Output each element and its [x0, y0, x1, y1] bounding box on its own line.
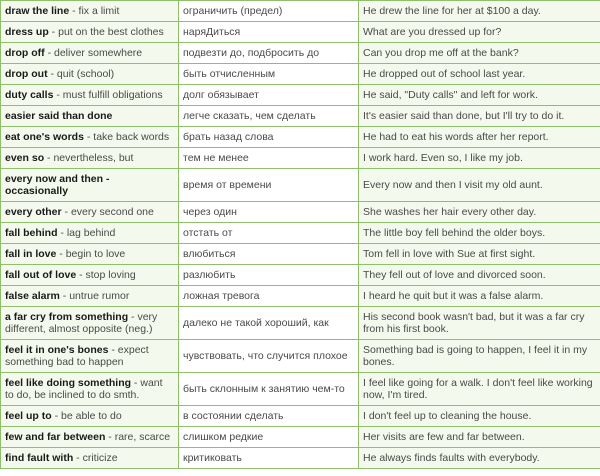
idiom-cell: [1, 202, 179, 223]
russian-cell: наряДиться: [179, 22, 359, 43]
idiom-cell: [1, 448, 179, 469]
idiom-cell: [1, 106, 179, 127]
example-cell: She washes her hair every other day.: [359, 202, 600, 223]
russian-cell: отстать от: [179, 223, 359, 244]
idiom-term: eat one's words: [5, 131, 84, 143]
table-row: [1, 340, 600, 373]
table-row: [1, 286, 600, 307]
idiom-definition: - rare, scarce: [105, 431, 171, 443]
idiom-term: every now and then: [5, 173, 104, 185]
example-cell: He said, "Duty calls" and left for work.: [359, 85, 600, 106]
table-row: [1, 202, 600, 223]
russian-cell: долг обязывает: [179, 85, 359, 106]
example-cell: He had to eat his words after her report.: [359, 127, 600, 148]
russian-cell: влюбиться: [179, 244, 359, 265]
table-row: [1, 22, 600, 43]
idiom-cell: [1, 22, 179, 43]
russian-cell: подвезти до, подбросить до: [179, 43, 359, 64]
table-row: [1, 106, 600, 127]
idiom-cell: every now and then - occasionally: [1, 169, 179, 202]
idiom-cell: [1, 340, 179, 373]
idiom-cell: [1, 127, 179, 148]
example-cell: I don't feel up to cleaning the house.: [359, 406, 600, 427]
example-cell: I work hard. Even so, I like my job.: [359, 148, 600, 169]
example-cell: What are you dressed up for?: [359, 22, 600, 43]
idiom-cell: [1, 265, 179, 286]
idiom-term: fall out of love: [5, 269, 77, 281]
idiom-cell: [1, 1, 179, 22]
example-cell: He always finds faults with everybody.: [359, 448, 600, 469]
idiom-definition: - put on the best clothes: [48, 26, 164, 38]
idiom-term: even so: [5, 152, 45, 164]
idioms-table-body: [1, 1, 600, 469]
table-row: [1, 1, 600, 22]
example-cell: I heard he quit but it was a false alarm.: [359, 286, 600, 307]
idiom-cell: [1, 223, 179, 244]
idiom-definition: - lag behind: [57, 227, 116, 239]
idiom-term: dress up: [5, 26, 49, 38]
idiom-definition: occasionally: [5, 185, 69, 197]
idiom-cell: [1, 307, 179, 340]
idiom-term: fall in love: [5, 248, 57, 260]
russian-cell: быть отчисленным: [179, 64, 359, 85]
table-row: [1, 43, 600, 64]
idiom-definition: - untrue rumor: [59, 290, 130, 302]
russian-cell: легче сказать, чем сделать: [179, 106, 359, 127]
idiom-definition: - quit (school): [47, 68, 115, 80]
idiom-term: drop out: [5, 68, 48, 80]
idiom-term: feel like doing something: [5, 377, 132, 389]
idiom-definition: - stop loving: [76, 269, 136, 281]
idiom-definition: - very different, almost opposite (neg.): [5, 311, 158, 335]
russian-cell: критиковать: [179, 448, 359, 469]
table-row: [1, 448, 600, 469]
idiom-term: easier said than done: [5, 110, 113, 122]
idiom-cell: [1, 43, 179, 64]
idiom-term: few and far between: [5, 431, 106, 443]
idiom-term: fall behind: [5, 227, 58, 239]
idiom-definition: - deliver somewhere: [44, 47, 143, 59]
idiom-term: false alarm: [5, 290, 60, 302]
idiom-definition: - criticize: [73, 452, 118, 464]
table-row: [1, 244, 600, 265]
idiom-definition: - take back words: [83, 131, 170, 143]
example-cell: Tom fell in love with Sue at first sight.: [359, 244, 600, 265]
idiom-cell: [1, 427, 179, 448]
idiom-term: feel up to: [5, 410, 52, 422]
idiom-definition: - fix a limit: [69, 5, 120, 17]
russian-cell: чувствовать, что случится плохое: [179, 340, 359, 373]
idiom-term: a far cry from something: [5, 311, 129, 323]
table-row: [1, 427, 600, 448]
idiom-term: every other: [5, 206, 62, 218]
russian-cell: тем не менее: [179, 148, 359, 169]
example-cell: The little boy fell behind the older boys.: [359, 223, 600, 244]
idiom-cell: [1, 406, 179, 427]
idiom-cell: [1, 286, 179, 307]
idiom-term: find fault with: [5, 452, 74, 464]
example-cell: He drew the line for her at $100 a day.: [359, 1, 600, 22]
russian-cell: через один: [179, 202, 359, 223]
idiom-definition: - begin to love: [56, 248, 126, 260]
table-row: [1, 64, 600, 85]
russian-cell: время от времени: [179, 169, 359, 202]
example-cell: Something bad is going to happen, I feel it in my bones.: [359, 340, 600, 373]
example-cell: He dropped out of school last year.: [359, 64, 600, 85]
idiom-definition: - want to do, be inclined to do smth.: [5, 377, 163, 401]
idiom-definition: - must fulfill obligations: [53, 89, 163, 101]
table-row: [1, 223, 600, 244]
table-row: [1, 127, 600, 148]
table-row: [1, 265, 600, 286]
table-row: [1, 169, 600, 202]
idiom-cell: [1, 64, 179, 85]
idiom-term: feel it in one's bones: [5, 344, 109, 356]
table-row: [1, 406, 600, 427]
example-cell: Can you drop me off at the bank?: [359, 43, 600, 64]
russian-cell: ограничить (предел): [179, 1, 359, 22]
example-cell: It's easier said than done, but I'll try to do it.: [359, 106, 600, 127]
russian-cell: в состоянии сделать: [179, 406, 359, 427]
idiom-term: drop off: [5, 47, 45, 59]
idiom-definition: - be able to do: [51, 410, 122, 422]
russian-cell: брать назад слова: [179, 127, 359, 148]
example-cell: Every now and then I visit my old aunt.: [359, 169, 600, 202]
example-cell: They fell out of love and divorced soon.: [359, 265, 600, 286]
example-cell: Her visits are few and far between.: [359, 427, 600, 448]
russian-cell: слишком редкие: [179, 427, 359, 448]
russian-cell: разлюбить: [179, 265, 359, 286]
idiom-definition: - every second one: [61, 206, 154, 218]
table-row: [1, 85, 600, 106]
example-cell: His second book wasn't bad, but it was a far cry from his first book.: [359, 307, 600, 340]
idiom-cell: [1, 244, 179, 265]
idiom-cell: [1, 148, 179, 169]
idiom-definition: - expect something bad to happen: [5, 344, 149, 368]
idiom-term: draw the line: [5, 5, 70, 17]
russian-cell: далеко не такой хороший, как: [179, 307, 359, 340]
idiom-cell: [1, 85, 179, 106]
idiom-term: duty calls: [5, 89, 54, 101]
russian-cell: ложная тревога: [179, 286, 359, 307]
idiom-definition: - nevertheless, but: [44, 152, 134, 164]
table-row: [1, 373, 600, 406]
table-row: [1, 148, 600, 169]
table-row: [1, 307, 600, 340]
russian-cell: быть склонным к занятию чем-то: [179, 373, 359, 406]
example-cell: I feel like going for a walk. I don't feel like working now, I'm tired.: [359, 373, 600, 406]
idiom-cell: [1, 373, 179, 406]
